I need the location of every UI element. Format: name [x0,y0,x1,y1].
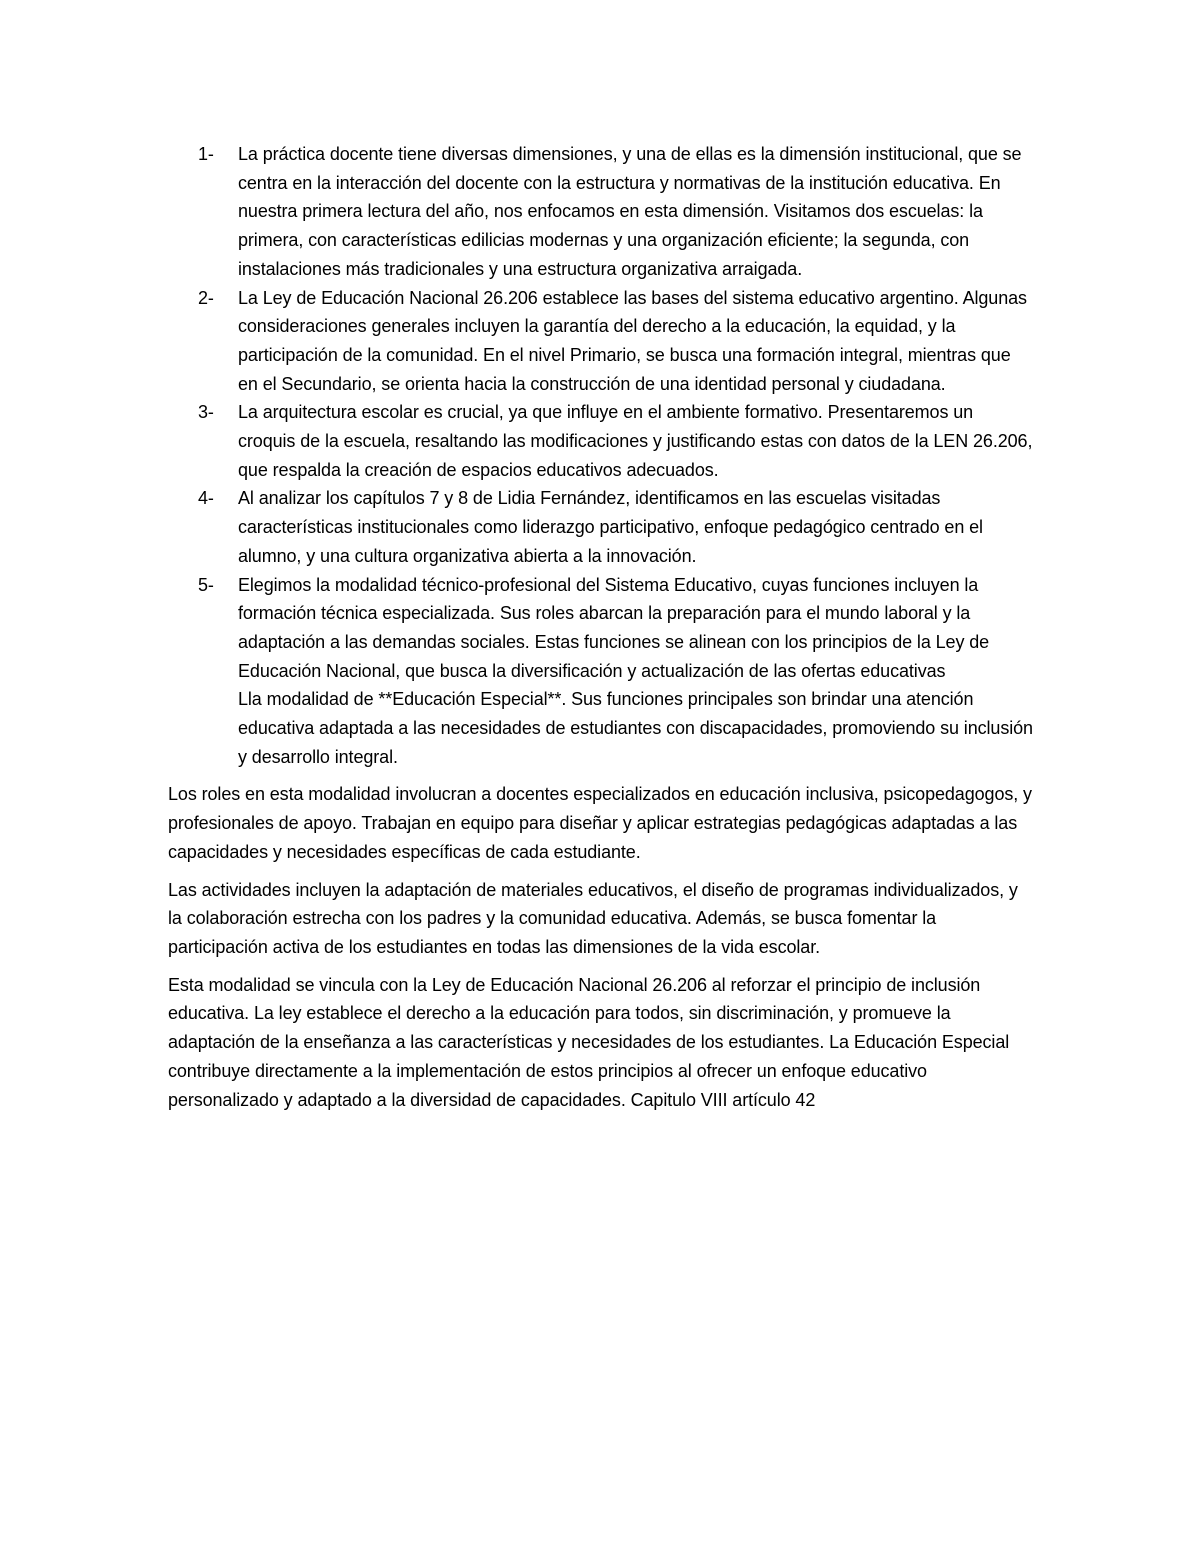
list-number: 5- [198,574,214,595]
list-item-text: La arquitectura escolar es crucial, ya que influye en el ambiente formativo. Presentaremos un croquis de la escuela, resaltando las modificaciones y justificando estas con datos de la LEN 26.206, que respalda la creación de espacios educativos adecuados. [238,402,1033,480]
paragraph-roles: Los roles en esta modalidad involucran a docentes especializados en educación inclusiva, psicopedagogos, y profesionales de apoyo. Trabajan en equipo para diseñar y aplicar estrategias pedagógicas adaptadas a las capacidades y necesidades específicas de cada estudiante. [168,784,1032,862]
numbered-list [168,140,1033,771]
paragraph-activities: Las actividades incluyen la adaptación de materiales educativos, el diseño de programas individualizados, y la colaboración estrecha con los padres y la comunidad educativa. Además, se busca fomentar la participación activa de los estudiantes en todas las dimensiones de la vida escolar. [168,879,1018,957]
list-item-text: La Ley de Educación Nacional 26.206 establece las bases del sistema educativo argentino. Algunas consideraciones generales incluyen la garantía del derecho a la educación, la equidad, y la participación de la comunidad. En el nivel Primario, se busca una formación integral, mientras que en el Secundario, se orienta hacia la construcción de una identidad personal y ciudadana. [238,287,1027,394]
list-item-text: La práctica docente tiene diversas dimensiones, y una de ellas es la dimensión institucional, que se centra en la interacción del docente con la estructura y normativas de la institución educativa. En nuestra primera lectura del año, nos enfocamos en esta dimensión. Visitamos dos escuelas: la primera, con características edilicias modernas y una organización eficiente; la segunda, con instalaciones más tradicionales y una estructura organizativa arraigada. [238,144,1022,279]
list-item-2 [168,284,1033,399]
list-item-text: Elegimos la modalidad técnico-profesional del Sistema Educativo, cuyas funciones incluyen la formación técnica especializada. Sus roles abarcan la preparación para el mundo laboral y la adaptación a las demandas sociales. Estas funciones se alinean con los principios de la Ley de Educación Nacional, que busca la diversificación y actualización de las ofertas educativas [238,574,990,681]
list-item-4 [168,484,1033,570]
list-number: 2- [198,287,214,308]
list-number: 4- [198,488,214,509]
list-item-5 [168,571,1033,772]
list-item-extra-text: Lla modalidad de **Educación Especial**. Sus funciones principales son brindar una atención educativa adaptada a las necesidades de estudiantes con discapacidades, promoviendo su inclusión y desarrollo integral. [238,689,1033,767]
list-item-1 [168,140,1033,284]
list-number: 1- [198,144,214,164]
paragraph-law-link: Esta modalidad se vincula con la Ley de Educación Nacional 26.206 al reforzar el principio de inclusión educativa. La ley establece el derecho a la educación para todos, sin discriminación, y promueve la adaptación de la enseñanza a las características y necesidades de los estudiantes. La Educación Especial contribuye directamente a la implementación de estos principios al ofrecer un enfoque educativo personalizado y adaptado a la diversidad de capacidades. Capitulo VIII artículo 42 [168,974,1010,1110]
list-item-3 [168,398,1033,484]
list-number: 3- [198,402,214,423]
document-body [168,140,1033,1114]
list-item-text: Al analizar los capítulos 7 y 8 de Lidia Fernández, identificamos en las escuelas visitadas características institucionales como liderazgo participativo, enfoque pedagógico centrado en el alumno, y una cultura organizativa abierta a la innovación. [238,488,983,566]
